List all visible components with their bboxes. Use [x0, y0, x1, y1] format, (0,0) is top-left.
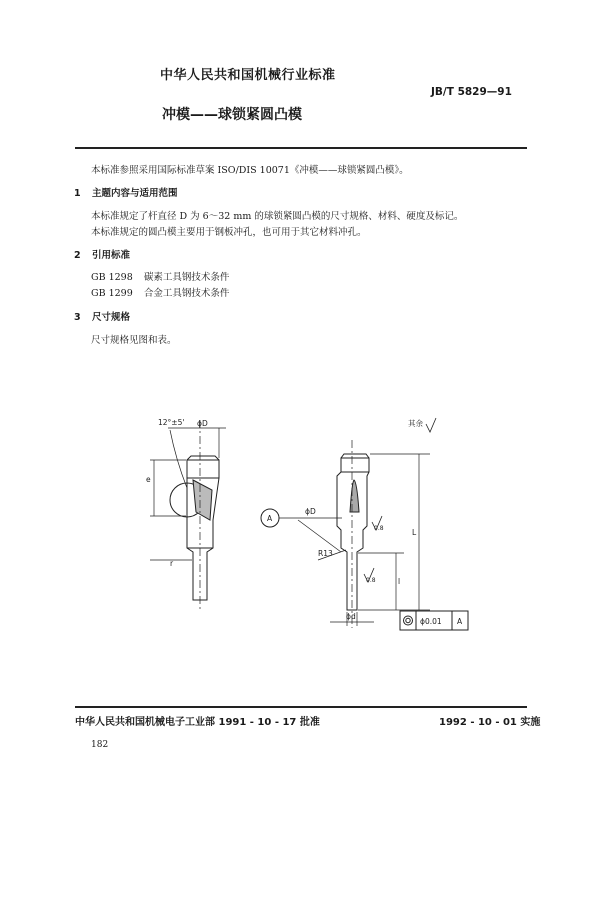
section-2-title: 引用标准 [91, 250, 130, 261]
section-1-title: 主题内容与适用范围 [91, 188, 178, 199]
footer-divider [75, 706, 527, 708]
datum-a-circle-label: A [267, 514, 273, 523]
ref-name: 碳素工具钢技术条件 [143, 272, 230, 283]
section-2-number: 2 [74, 250, 81, 261]
roughness-lower-label: 0.8 [366, 577, 376, 584]
standard-header-title: 中华人民共和国机械行业标准 [160, 68, 336, 83]
document-title: 冲模——球锁紧圆凸模 [162, 107, 302, 123]
upper-diameter-label: ϕD [305, 507, 316, 516]
right-elevation-view [261, 418, 436, 628]
ref-code: GB 1298 [91, 272, 133, 283]
tolerance-datum: A [457, 617, 463, 626]
left-section-view [150, 420, 226, 610]
section-3-number: 3 [74, 312, 81, 323]
section-1-paragraph-2: 本标准规定的圆凸模主要用于钢板冲孔，也可用于其它材料冲孔。 [91, 227, 367, 238]
section-1-paragraph-1: 本标准规定了杆直径 D 为 6～32 mm 的球锁紧圆凸模的尺寸规格、材料、硬度及标记。 [91, 211, 464, 222]
surface-rest-label: 其余 [408, 419, 423, 428]
section-3-title: 尺寸规格 [91, 312, 130, 323]
section-1-number: 1 [74, 188, 81, 199]
effective-date: 1992 - 10 - 01 实施 [439, 717, 541, 728]
page-number: 182 [91, 740, 109, 750]
tolerance-value: ϕ0.01 [420, 617, 442, 626]
lower-diameter-label: ϕd [346, 612, 356, 621]
angle-label: 12°±5' [158, 418, 185, 427]
ref-code: GB 1299 [91, 288, 133, 299]
length-l-label: l [398, 577, 401, 586]
dim-e-label: e [146, 475, 151, 484]
standard-code: JB/T 5829—91 [431, 86, 512, 98]
left-diameter-label: ϕD [197, 419, 208, 428]
roughness-upper-label: 0.8 [374, 525, 384, 532]
dim-r-label: r [170, 559, 174, 568]
ref-name: 合金工具钢技术条件 [143, 288, 230, 299]
intro-paragraph: 本标准参照采用国际标准草案 ISO/DIS 10071《冲模——球锁紧圆凸模》。 [91, 165, 409, 176]
issuer-approval: 中华人民共和国机械电子工业部 1991 - 10 - 17 批准 [75, 717, 320, 728]
radius-label: R13 [318, 549, 333, 558]
section-3-paragraph-1: 尺寸规格见图和表。 [91, 335, 177, 346]
length-L-label: L [412, 528, 417, 537]
